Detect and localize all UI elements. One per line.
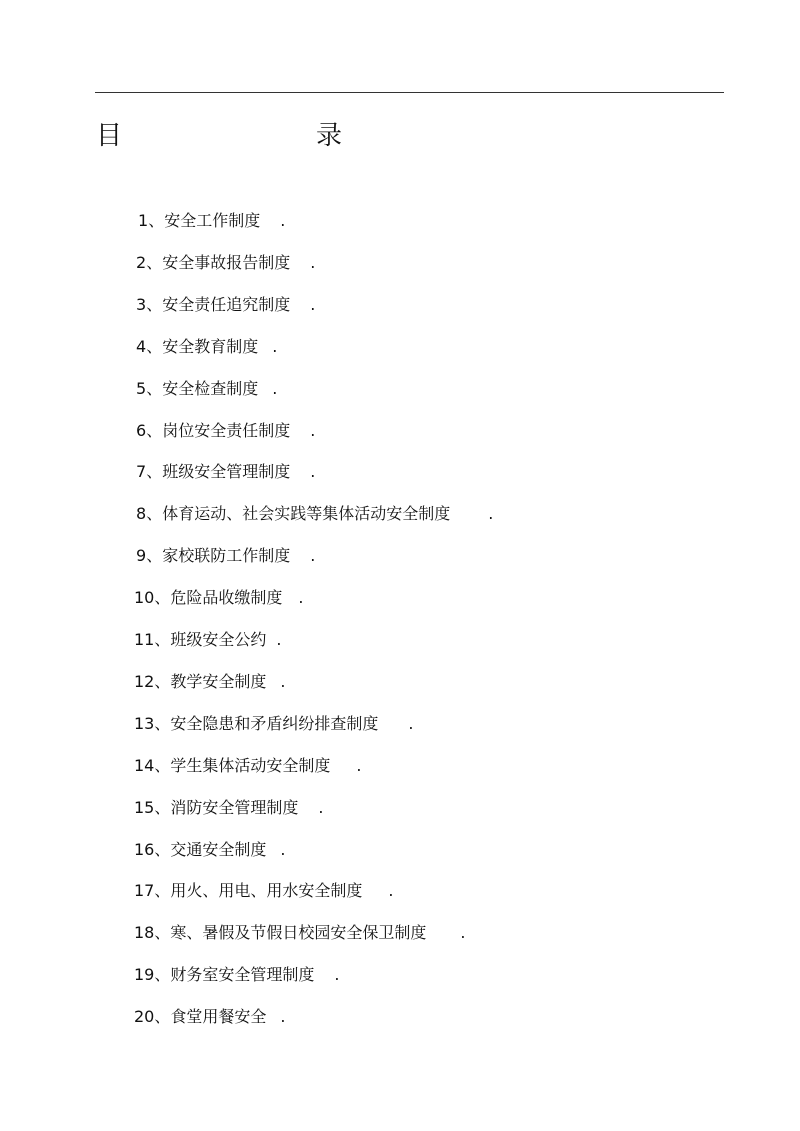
toc-item-separator: 、 [154, 630, 171, 649]
toc-item [138, 209, 285, 233]
toc-item-separator: 、 [154, 840, 171, 859]
toc-item-separator: 、 [154, 923, 171, 942]
toc-item-title: 安全教育制度 [162, 337, 259, 356]
toc-item-title: 危险品收缴制度 [170, 588, 283, 607]
toc-item-title: 班级安全公约 [170, 630, 267, 649]
toc-item-separator: 、 [146, 546, 163, 565]
toc-item [134, 963, 339, 987]
toc-item-title: 寒、暑假及节假日校园安全保卫制度 [170, 923, 427, 942]
toc-item-separator: 、 [146, 504, 163, 523]
toc-item-number: 18 [134, 923, 155, 942]
toc-item [136, 251, 315, 275]
toc-item-leader: . [272, 337, 278, 356]
toc-item-title: 财务室安全管理制度 [170, 965, 315, 984]
toc-item-leader: . [310, 421, 316, 440]
toc-item [136, 502, 493, 526]
toc-item-separator: 、 [146, 253, 163, 272]
toc-item-number: 14 [134, 756, 155, 775]
toc-item-separator: 、 [154, 798, 171, 817]
toc-item [134, 754, 361, 778]
toc-item [134, 670, 285, 694]
toc-item-leader: . [310, 462, 316, 481]
toc-item-title: 班级安全管理制度 [162, 462, 291, 481]
toc-item-leader: . [276, 630, 282, 649]
toc-item-leader: . [298, 588, 304, 607]
toc-item-title: 交通安全制度 [170, 840, 267, 859]
toc-item-title: 安全责任追究制度 [162, 295, 291, 314]
toc-item-separator: 、 [146, 337, 163, 356]
toc-item-number: 2 [136, 253, 147, 272]
toc-item-title: 岗位安全责任制度 [162, 421, 291, 440]
toc-item-number: 20 [134, 1007, 155, 1026]
toc-item-separator: 、 [146, 379, 163, 398]
toc-item [136, 335, 277, 359]
toc-item-number: 9 [136, 546, 147, 565]
toc-item [136, 419, 315, 443]
toc-item-separator: 、 [146, 421, 163, 440]
toc-item-separator: 、 [154, 672, 171, 691]
toc-item-separator: 、 [146, 462, 163, 481]
toc-item-leader: . [280, 211, 286, 230]
toc-item-title: 安全事故报告制度 [162, 253, 291, 272]
toc-item-number: 17 [134, 881, 155, 900]
toc-item-number: 7 [136, 462, 147, 481]
toc-item [134, 1005, 285, 1029]
toc-item-title: 教学安全制度 [170, 672, 267, 691]
toc-item-separator: 、 [154, 1007, 171, 1026]
toc-item-separator: 、 [154, 881, 171, 900]
toc-title-char-1: 目 [96, 121, 123, 151]
toc-item [134, 921, 465, 945]
toc-item-title: 安全工作制度 [164, 211, 261, 230]
toc-item-number: 4 [136, 337, 147, 356]
toc-item-title: 体育运动、社会实践等集体活动安全制度 [162, 504, 451, 523]
toc-item-separator: 、 [148, 211, 165, 230]
toc-item-leader: . [310, 253, 316, 272]
toc-item-leader: . [310, 546, 316, 565]
toc-item [134, 838, 285, 862]
toc-item-number: 11 [134, 630, 155, 649]
toc-item-number: 16 [134, 840, 155, 859]
toc-item-number: 15 [134, 798, 155, 817]
toc-item [134, 879, 393, 903]
toc-title-char-2: 录 [316, 121, 343, 151]
toc-item-title: 食堂用餐安全 [170, 1007, 267, 1026]
toc-item-number: 10 [134, 588, 155, 607]
toc-item-leader: . [388, 881, 394, 900]
toc-item-leader: . [488, 504, 494, 523]
toc-item-leader: . [334, 965, 340, 984]
toc-item-number: 6 [136, 421, 147, 440]
toc-item-title: 消防安全管理制度 [170, 798, 299, 817]
toc-item-separator: 、 [154, 965, 171, 984]
toc-item-leader: . [272, 379, 278, 398]
toc-item-leader: . [280, 1007, 286, 1026]
toc-item-number: 1 [138, 211, 149, 230]
toc-item [134, 796, 323, 820]
toc-item-number: 12 [134, 672, 155, 691]
toc-item [136, 544, 315, 568]
toc-item-title: 学生集体活动安全制度 [170, 756, 331, 775]
toc-item-separator: 、 [154, 756, 171, 775]
toc-item-leader: . [408, 714, 414, 733]
toc-item-number: 19 [134, 965, 155, 984]
toc-item-leader: . [310, 295, 316, 314]
toc-item [136, 460, 315, 484]
toc-item-title: 安全检查制度 [162, 379, 259, 398]
toc-item-title: 家校联防工作制度 [162, 546, 291, 565]
toc-item-leader: . [280, 840, 286, 859]
toc-item-title: 安全隐患和矛盾纠纷排查制度 [170, 714, 379, 733]
toc-item [134, 586, 303, 610]
toc-item-leader: . [318, 798, 324, 817]
toc-item [136, 293, 315, 317]
toc-item-title: 用火、用电、用水安全制度 [170, 881, 363, 900]
toc-item-number: 13 [134, 714, 155, 733]
toc-item-number: 8 [136, 504, 147, 523]
toc-item-separator: 、 [154, 714, 171, 733]
toc-item-separator: 、 [146, 295, 163, 314]
toc-item [134, 628, 281, 652]
toc-item-separator: 、 [154, 588, 171, 607]
toc-item-leader: . [460, 923, 466, 942]
toc-item-leader: . [356, 756, 362, 775]
toc-item [134, 712, 413, 736]
toc-item-number: 3 [136, 295, 147, 314]
toc-item-leader: . [280, 672, 286, 691]
toc-item [136, 377, 277, 401]
toc-item-number: 5 [136, 379, 147, 398]
